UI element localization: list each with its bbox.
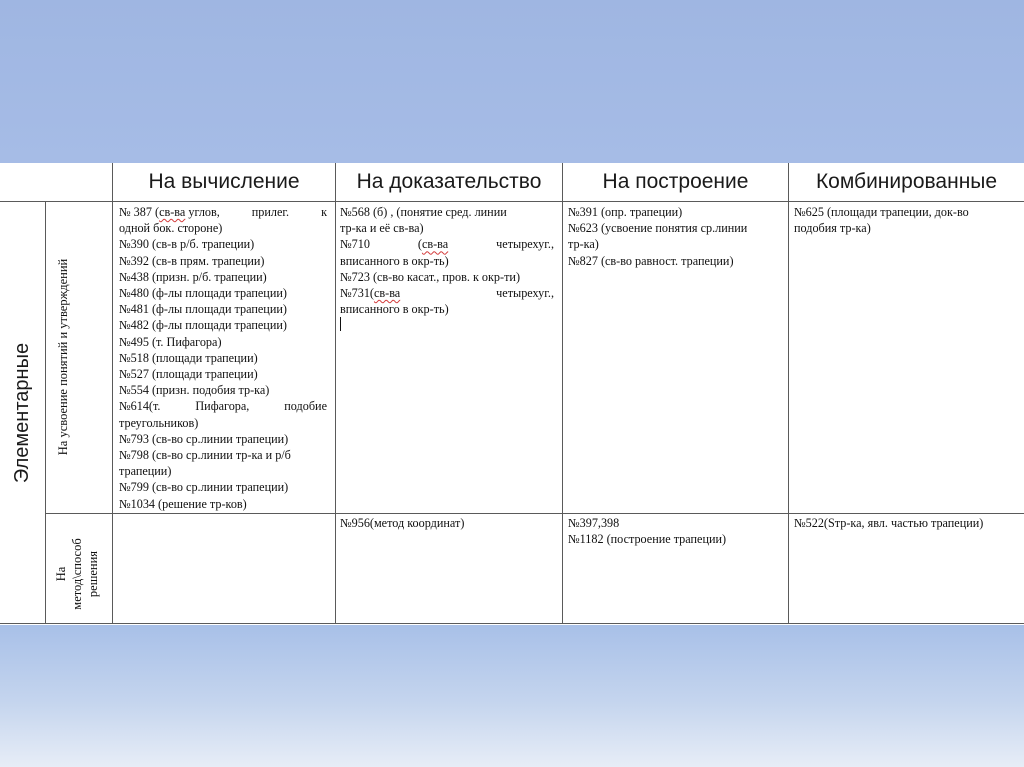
cell-concepts-proof <box>340 204 554 317</box>
task-line: №1182 (построение трапеции) <box>568 532 727 547</box>
cell-method-combined <box>794 515 1018 531</box>
task-line: №397,398 <box>568 516 620 530</box>
task-line: №568 (б) , (понятие сред. линии <box>340 205 507 219</box>
cell-concepts-build <box>568 204 782 269</box>
task-line: №614(т. Пифагора, подобие <box>119 399 327 414</box>
column-divider <box>45 201 46 624</box>
task-line: №390 (св-в р/б. трапеции) <box>119 237 255 252</box>
task-line: №623 (усвоение понятия ср.линии <box>568 221 748 236</box>
task-line: подобия тр-ка) <box>794 221 871 236</box>
task-line: №827 (св-во равност. трапеции) <box>568 253 734 268</box>
column-divider <box>562 163 563 624</box>
task-line: №723 (св-во касат., пров. к окр-ти) <box>340 269 520 284</box>
task-line: №554 (призн. подобия тр-ка) <box>119 383 270 398</box>
header-build: На построение <box>602 170 749 193</box>
header-proof: На доказательство <box>356 170 542 193</box>
cell-method-build <box>568 515 782 547</box>
text-cursor <box>340 317 341 331</box>
row-label-method-line2: метод\способ <box>70 538 84 610</box>
task-line: №731(св-ва четырехуг., <box>340 286 554 301</box>
task-line: №495 (т. Пифагора) <box>119 334 222 349</box>
row-label-method <box>53 524 101 624</box>
cell-concepts-calc <box>119 204 327 512</box>
row-label-method-line3: решения <box>86 550 100 598</box>
slide-bottom-band <box>0 625 1024 767</box>
task-line: №518 (площади трапеции) <box>119 350 258 365</box>
column-divider <box>788 163 789 624</box>
task-line: №710 (св-ва четырехуг., <box>340 237 554 252</box>
task-line: треугольников) <box>119 415 199 430</box>
slide-top-band <box>0 0 1024 163</box>
task-line: трапеции) <box>119 464 172 479</box>
task-line: №793 (св-во ср.линии трапеции) <box>119 431 289 446</box>
task-line: №522(Sтр-ка, явл. частью трапеции) <box>794 516 984 530</box>
row-label-method-line1: На <box>54 566 68 582</box>
table-bottom-border <box>0 623 1024 624</box>
column-divider <box>335 163 336 624</box>
task-line: одной бок. стороне) <box>119 221 223 236</box>
cell-method-proof <box>340 515 554 531</box>
task-line: № 387 (св-ва углов, прилег. к <box>119 205 327 219</box>
task-line: №799 (св-во ср.линии трапеции) <box>119 480 289 495</box>
header-calc: На вычисление <box>148 170 300 193</box>
task-line: №392 (св-в прям. трапеции) <box>119 253 265 268</box>
task-line: №625 (площади трапеции, док-во <box>794 205 969 219</box>
header-combined: Комбинированные <box>815 170 998 193</box>
task-line: №482 (ф-лы площади трапеции) <box>119 318 287 333</box>
task-line: №1034 (решение тр-ков) <box>119 496 247 511</box>
header-row-divider <box>0 201 1024 202</box>
task-line: вписанного в окр-ть) <box>340 302 449 317</box>
task-line: тр-ка и её св-ва) <box>340 221 424 236</box>
column-divider <box>112 163 113 624</box>
task-line: №956(метод координат) <box>340 516 465 530</box>
task-line: №481 (ф-лы площади трапеции) <box>119 302 287 317</box>
row-label-concepts: На усвоение понятий и утверждений <box>56 258 70 456</box>
task-line: №527 (площади трапеции) <box>119 367 258 382</box>
row-group-elementary: Элементарные <box>11 342 33 484</box>
task-line: вписанного в окр-ть) <box>340 253 449 268</box>
task-line: тр-ка) <box>568 237 599 252</box>
task-line: №438 (призн. р/б. трапеции) <box>119 269 267 284</box>
cell-concepts-combined <box>794 204 1018 236</box>
task-line: №480 (ф-лы площади трапеции) <box>119 286 287 301</box>
task-line: №798 (св-во ср.линии тр-ка и р/б <box>119 448 291 463</box>
subrow-divider <box>45 513 1024 514</box>
task-line: №391 (опр. трапеции) <box>568 205 683 219</box>
